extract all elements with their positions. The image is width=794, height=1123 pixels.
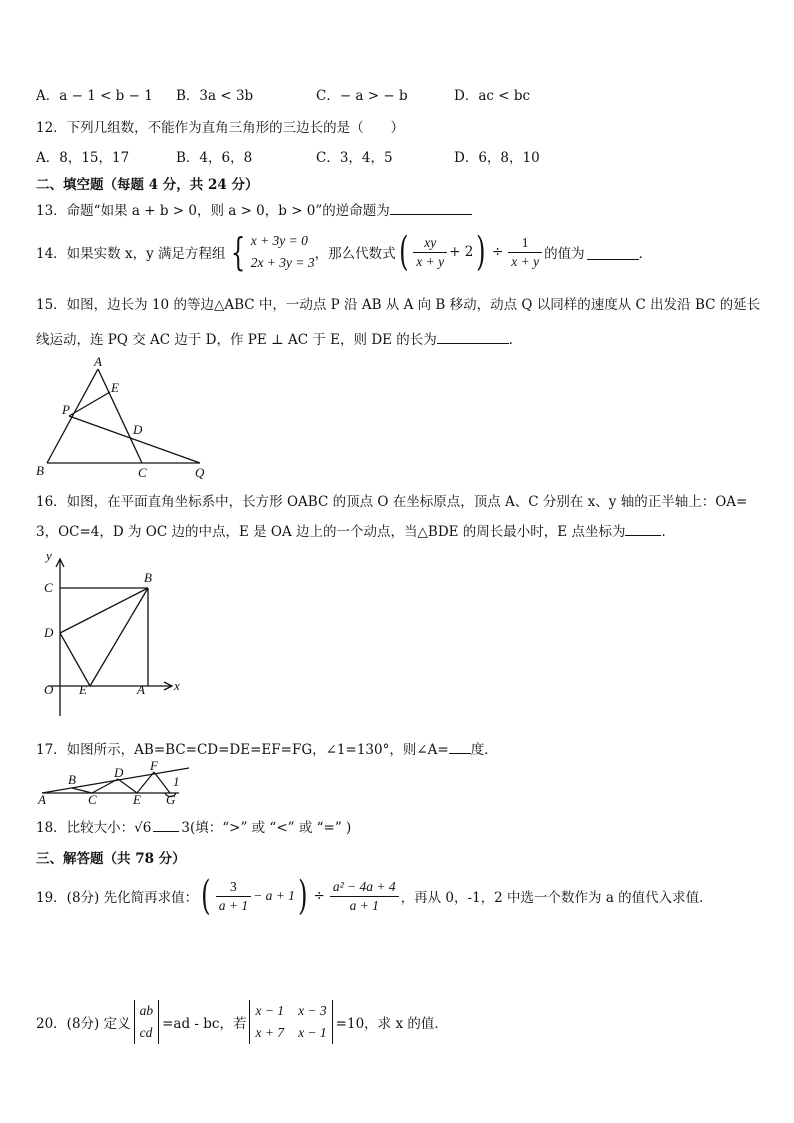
- q15-label-c: C: [138, 465, 147, 480]
- q18-blank[interactable]: [153, 817, 179, 832]
- q16-label-a: A: [137, 682, 145, 697]
- q20-det2-r2c2: x − 1: [298, 1025, 327, 1040]
- q15-blank[interactable]: [437, 329, 509, 344]
- q19-frac2-den: a + 1: [349, 897, 379, 913]
- q17-label-a: A: [38, 792, 46, 806]
- q12-option-c: C．3，4，5: [316, 150, 393, 166]
- q14-brace: {: [230, 230, 245, 274]
- q17-label-angle-1: 1: [173, 774, 180, 789]
- q13-blank[interactable]: [390, 200, 472, 215]
- q15-label-q: Q: [195, 465, 205, 480]
- q16-label-d: D: [44, 625, 54, 640]
- q17-label-c: C: [88, 792, 97, 806]
- q14-system: [251, 230, 315, 274]
- q17-label-d: D: [114, 765, 124, 780]
- q14-blank[interactable]: [587, 245, 639, 260]
- q16-label-c: C: [44, 580, 53, 595]
- q17-text: 17．如图所示，AB=BC=CD=DE=EF=FG，∠1=130°，则∠A=: [36, 742, 449, 758]
- q11-option-a: A．a − 1 < b − 1: [36, 88, 153, 104]
- q15-label-a: A: [94, 356, 102, 369]
- q16-figure: [38, 546, 188, 718]
- q16-label-x: x: [174, 678, 180, 693]
- q11-option-d: D．ac < bc: [454, 88, 531, 104]
- q14-frac2: [508, 234, 542, 271]
- q15-line2-wrap: 线运动，连 PQ 交 AC 边于 D，作 PE ⊥ AC 于 E，则 DE 的长为 ．: [36, 328, 522, 348]
- q16-label-y: y: [46, 548, 52, 563]
- q14-prefix: 14．如果实数 x，y 满足方程组: [36, 246, 226, 262]
- q14-text: 14．如果实数 x，y 满足方程组 { x + 3y = 0 2x + 3y = 3 ，那么代数式 ( $\frac{xy}{x + y}$ + 2 ) ÷ $\frac{1}{x + y}$ 的值为 ．: [36, 229, 653, 275]
- q20-det2: [249, 1000, 332, 1044]
- q19-frac1: [216, 878, 251, 915]
- q12-option-d: D．6，8，10: [454, 150, 540, 166]
- q18-prefix: 18．比较大小：√6: [36, 820, 152, 836]
- q20-suffix: =10，求 x 的值．: [335, 1016, 448, 1032]
- q19-frac2: [330, 878, 399, 915]
- q16-label-o: O: [44, 682, 54, 697]
- q12-option-a: A．8，15，17: [36, 150, 130, 166]
- q18-text-wrap: [36, 816, 351, 836]
- q17-suffix: 度．: [470, 742, 498, 758]
- q14-mid: ，那么代数式: [314, 246, 396, 262]
- q16-blank[interactable]: [625, 521, 661, 536]
- q14-frac1-den: x + y: [416, 253, 445, 269]
- q15-figure: [34, 356, 219, 481]
- q20-text: [36, 1000, 448, 1044]
- q17-label-b: B: [68, 772, 76, 787]
- q14-eq1: x + 3y = 0: [250, 233, 308, 248]
- q15-label-p: P: [62, 402, 70, 417]
- q20-det2-r1c1: x − 1: [255, 1003, 285, 1018]
- q14-plus2: + 2: [449, 244, 474, 260]
- q20-det1-row1: ab: [139, 1003, 154, 1018]
- q19-div: ÷: [313, 888, 325, 904]
- q15-label-e: E: [111, 380, 119, 395]
- q16-label-e: E: [79, 682, 87, 697]
- q15-label-d: D: [133, 422, 143, 437]
- q17-figure: [34, 760, 194, 806]
- q14-frac1-num: xy: [413, 234, 447, 253]
- q17-text-wrap: [36, 738, 498, 758]
- q15-line1: 15．如图，边长为 10 的等边△ABC 中，一动点 P 沿 AB 从 A 向 B 移动，动点 Q 以同样的速度从 C 出发沿 BC 的延长: [36, 297, 761, 313]
- q19-rparen: ): [298, 873, 308, 919]
- section-3-heading: 三、解答题（共 78 分）: [36, 851, 186, 867]
- q18-suffix: 3(填：“>” 或 “<” 或 “=” ): [181, 820, 352, 836]
- q11-option-c: C．− a > − b: [316, 88, 408, 104]
- q19-suffix: ，再从 0，-1，2 中选一个数作为 a 的值代入求值．: [400, 890, 713, 906]
- q14-eq2: 2x + 3y = 3: [250, 255, 315, 270]
- q15-label-b: B: [36, 463, 44, 478]
- q13-prefix: 13．命题“如果 a + b > 0，则 a > 0，b > 0”的逆命题为: [36, 203, 390, 219]
- q17-blank[interactable]: [449, 739, 471, 754]
- q14-lparen: (: [398, 229, 409, 275]
- q17-label-g: G: [166, 792, 176, 806]
- q20-det1: [134, 1000, 160, 1044]
- q14-div: ÷: [491, 244, 504, 260]
- q11-option-b: B．3a < 3b: [176, 88, 254, 104]
- q14-frac2-num: 1: [508, 234, 542, 253]
- q16-line2: 3，OC=4，D 为 OC 边的中点，E 是 OA 边上的一个动点，当△BDE 的周长最小时，E 点坐标为: [36, 524, 626, 540]
- q14-frac2-den: x + y: [511, 253, 540, 269]
- q16-line2-wrap: 3，OC=4，D 为 OC 边的中点，E 是 OA 边上的一个动点，当△BDE 的周长最小时，E 点坐标为 ．: [36, 520, 675, 540]
- q14-suffix: 的值为: [544, 246, 585, 262]
- q16-line1: 16．如图，在平面直角坐标系中，长方形 OABC 的顶点 O 在坐标原点，顶点 A、C 分别在 x、y 轴的正半轴上：OA=: [36, 494, 748, 510]
- q20-det2-r1c2: x − 3: [298, 1003, 327, 1018]
- q19-frac2-num: a² − 4a + 4: [330, 878, 399, 897]
- q12-stem: 12．下列几组数，不能作为直角三角形的三边长的是（ ）: [36, 120, 405, 136]
- q20-det1-row2: cd: [139, 1025, 153, 1040]
- q14-rparen: ): [476, 229, 486, 275]
- q20-mid: =ad - bc，若: [162, 1016, 247, 1032]
- q20-prefix: 20．(8分) 定义: [36, 1016, 131, 1032]
- q19-lparen: (: [201, 873, 211, 919]
- q19-frac1-den: a + 1: [218, 897, 249, 913]
- section-2-heading: 二、填空题（每题 4 分，共 24 分）: [36, 177, 259, 193]
- q16-label-b: B: [144, 570, 152, 585]
- q19-text: [36, 873, 713, 919]
- q20-det2-r2c1: x + 7: [255, 1025, 285, 1040]
- q14-frac1: [413, 234, 447, 271]
- q13-text: [36, 199, 472, 219]
- q17-label-f: F: [150, 760, 158, 773]
- q17-label-e: E: [133, 792, 141, 806]
- q19-prefix: 19．(8分) 先化简再求值：: [36, 890, 199, 906]
- q19-frac1-num: 3: [216, 878, 251, 897]
- q12-option-b: B．4，6，8: [176, 150, 253, 166]
- q19-mid: − a + 1: [253, 888, 295, 903]
- q15-line2: 线运动，连 PQ 交 AC 边于 D，作 PE ⊥ AC 于 E，则 DE 的长为: [36, 332, 437, 348]
